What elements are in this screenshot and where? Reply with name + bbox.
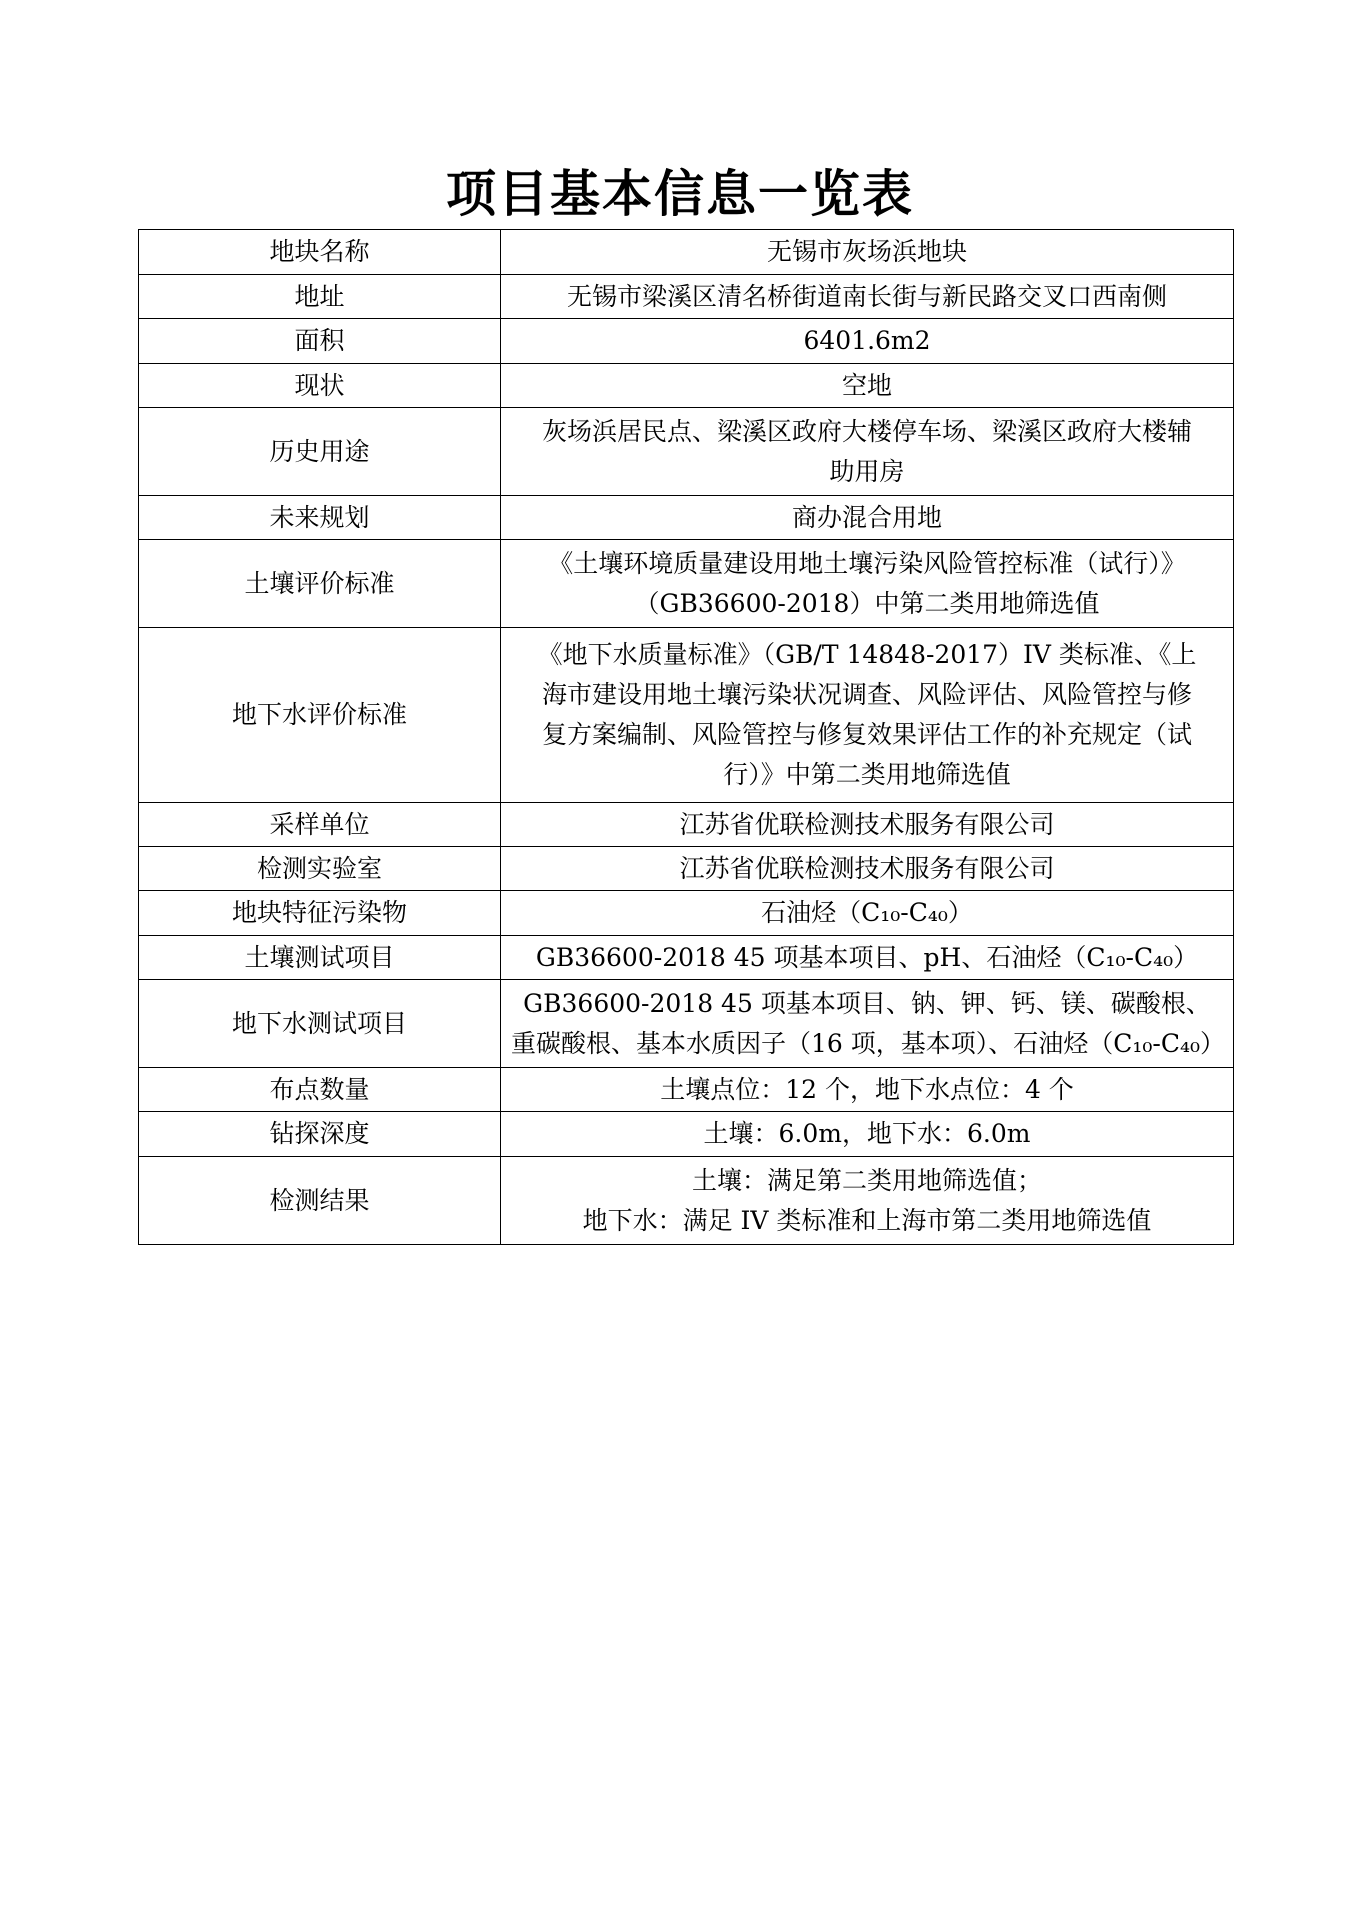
row-label: 地块名称 bbox=[139, 230, 501, 275]
row-value-line: 海市建设用地土壤污染状况调查、风险评估、风险管控与修 bbox=[541, 680, 1192, 709]
row-value bbox=[501, 319, 1234, 364]
table-row bbox=[139, 230, 1234, 275]
table-row bbox=[139, 803, 1234, 847]
row-value-line: 《地下水质量标准》（GB/T 14848-2017）IV 类标准、《上 bbox=[537, 640, 1197, 669]
row-value bbox=[501, 230, 1234, 275]
row-label: 采样单位 bbox=[139, 803, 501, 847]
table-row bbox=[139, 847, 1234, 891]
table-row bbox=[139, 540, 1234, 628]
row-value bbox=[501, 364, 1234, 408]
row-value-line: 无锡市梁溪区清名桥街道南长街与新民路交叉口西南侧 bbox=[566, 281, 1167, 311]
row-value bbox=[501, 1068, 1234, 1112]
row-value bbox=[501, 980, 1234, 1068]
row-value bbox=[501, 936, 1234, 980]
row-label: 现状 bbox=[139, 364, 501, 408]
table-row bbox=[139, 980, 1234, 1068]
row-label: 面积 bbox=[139, 319, 501, 364]
row-value-line: 行）》中第二类用地筛选值 bbox=[723, 760, 1011, 789]
row-value-line: 地下水：满足 IV 类标准和上海市第二类用地筛选值 bbox=[582, 1205, 1152, 1235]
row-value bbox=[501, 408, 1234, 496]
row-label: 检测结果 bbox=[139, 1157, 501, 1245]
row-label: 地下水评价标准 bbox=[139, 628, 501, 803]
row-label: 地块特征污染物 bbox=[139, 891, 501, 936]
table-row bbox=[139, 628, 1234, 803]
row-value bbox=[501, 803, 1234, 847]
row-value-line: （GB36600-2018）中第二类用地筛选值 bbox=[634, 588, 1100, 618]
row-value-line: 石油烃（C₁₀-C₄₀） bbox=[761, 898, 973, 927]
row-value bbox=[501, 496, 1234, 540]
table-body bbox=[139, 230, 1234, 1245]
row-label: 未来规划 bbox=[139, 496, 501, 540]
row-value-line: 土壤点位：12 个，地下水点位：4 个 bbox=[660, 1074, 1074, 1104]
table-row bbox=[139, 275, 1234, 319]
table-row bbox=[139, 364, 1234, 408]
row-label: 历史用途 bbox=[139, 408, 501, 496]
table-row bbox=[139, 891, 1234, 936]
row-label: 钻探深度 bbox=[139, 1112, 501, 1157]
row-value-line: 商办混合用地 bbox=[791, 502, 942, 532]
row-label: 地下水测试项目 bbox=[139, 980, 501, 1068]
row-value-line: 无锡市灰场浜地块 bbox=[766, 237, 967, 266]
row-value-line: 重碳酸根、基本水质因子（16 项，基本项）、石油烃（C₁₀-C₄₀） bbox=[511, 1028, 1226, 1058]
row-value bbox=[501, 1112, 1234, 1157]
row-value-line: GB36600-2018 45 项基本项目、钠、钾、钙、镁、碳酸根、 bbox=[523, 988, 1211, 1018]
row-value-line: 土壤：满足第二类用地筛选值； bbox=[691, 1165, 1042, 1195]
row-label: 布点数量 bbox=[139, 1068, 501, 1112]
table-row bbox=[139, 1157, 1234, 1245]
row-value bbox=[501, 540, 1234, 628]
row-value-line: 灰场浜居民点、梁溪区政府大楼停车场、梁溪区政府大楼辅 bbox=[541, 416, 1192, 446]
row-value bbox=[501, 275, 1234, 319]
row-value-line: 6401.6m2 bbox=[803, 326, 931, 355]
row-value-line: 复方案编制、风险管控与修复效果评估工作的补充规定（试 bbox=[541, 720, 1192, 749]
row-label: 地址 bbox=[139, 275, 501, 319]
row-label: 土壤测试项目 bbox=[139, 936, 501, 980]
row-value bbox=[501, 628, 1234, 803]
row-label: 检测实验室 bbox=[139, 847, 501, 891]
row-value-line: 江苏省优联检测技术服务有限公司 bbox=[679, 809, 1055, 839]
row-value-line: 《土壤环境质量建设用地土壤污染风险管控标准（试行）》 bbox=[548, 548, 1186, 578]
project-info-table bbox=[138, 229, 1234, 1245]
row-value-line: 江苏省优联检测技术服务有限公司 bbox=[679, 853, 1055, 883]
row-value bbox=[501, 1157, 1234, 1245]
table-row bbox=[139, 319, 1234, 364]
table-row bbox=[139, 1112, 1234, 1157]
table-row bbox=[139, 936, 1234, 980]
row-label: 土壤评价标准 bbox=[139, 540, 501, 628]
row-value-line: GB36600-2018 45 项基本项目、pH、石油烃（C₁₀-C₄₀） bbox=[535, 942, 1199, 972]
table-row bbox=[139, 408, 1234, 496]
page-title: 项目基本信息一览表 bbox=[446, 164, 914, 223]
table-row bbox=[139, 1068, 1234, 1112]
table-row bbox=[139, 496, 1234, 540]
row-value bbox=[501, 891, 1234, 936]
row-value-line: 空地 bbox=[841, 370, 892, 400]
row-value-line: 助用房 bbox=[829, 456, 905, 486]
row-value-line: 土壤：6.0m，地下水：6.0m bbox=[703, 1119, 1031, 1148]
row-value bbox=[501, 847, 1234, 891]
